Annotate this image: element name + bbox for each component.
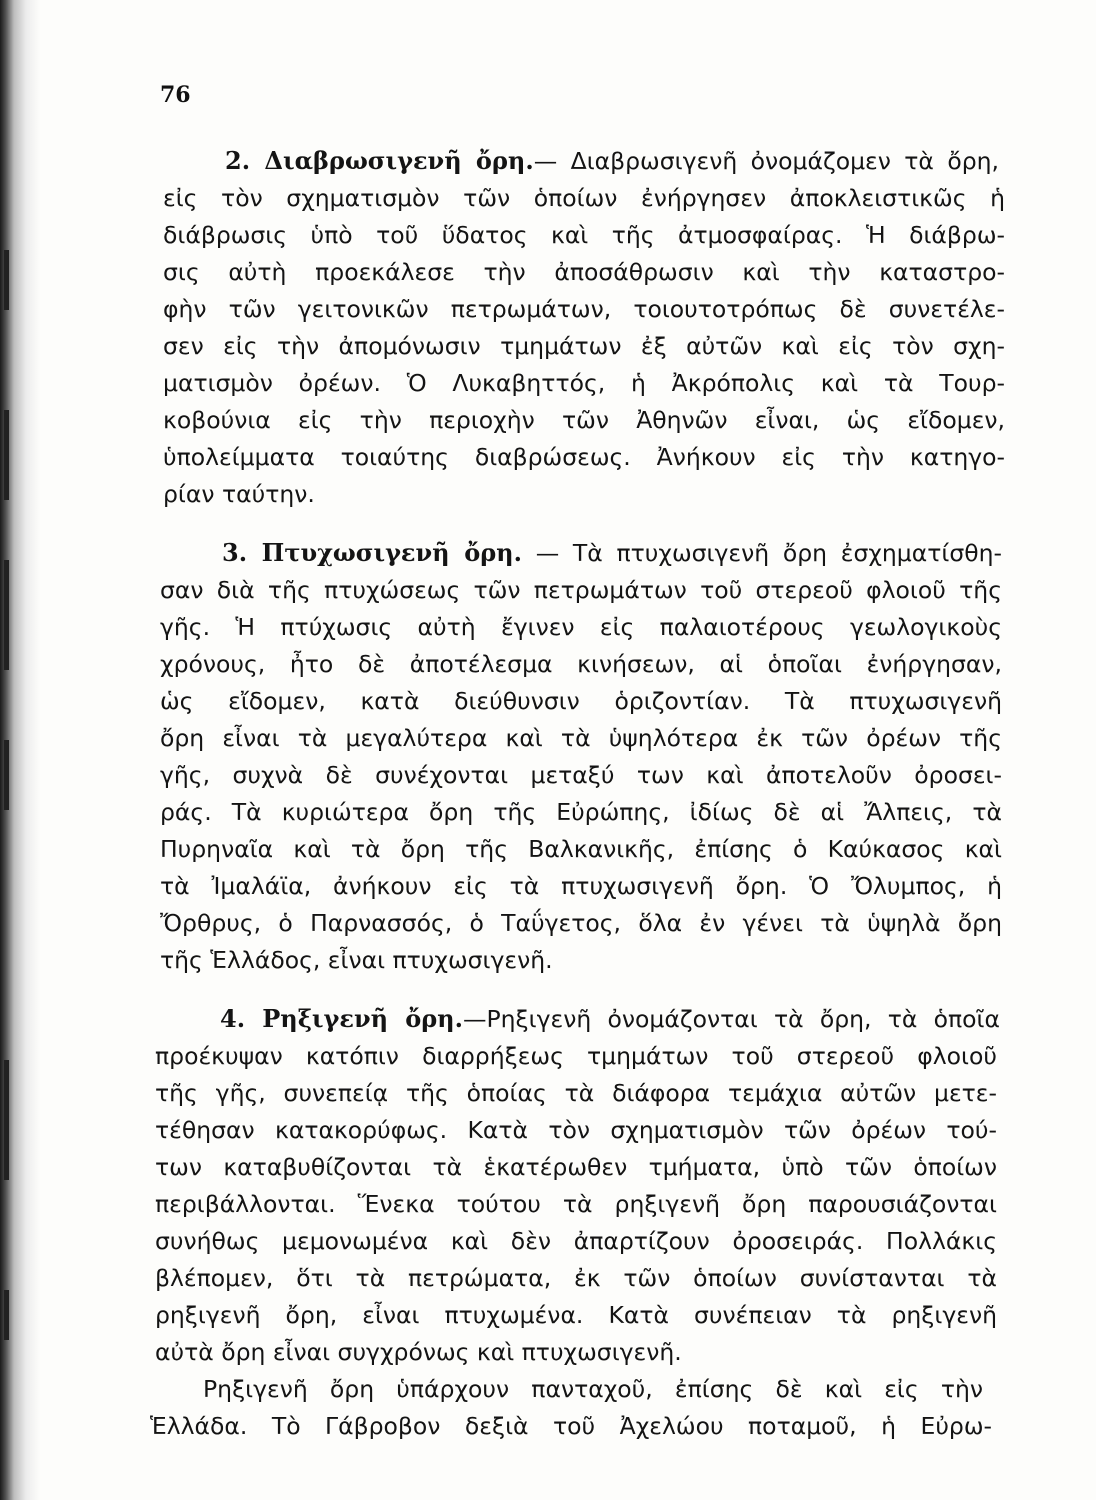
- section-2-line: [225, 146, 999, 176]
- line-text: — Τὰ πτυχωσιγενῆ ὄρη ἐσχηματίσθη-: [521, 539, 1002, 567]
- section-3-line: ὡς εἴδομεν, κατὰ διεύθυνσιν ὁριζοντίαν. Τὰ πτυχωσιγενῆ: [160, 687, 1002, 715]
- binding-shadow-mark: [4, 560, 9, 670]
- section-heading: 4. Ρηξιγενῆ ὄρη.: [220, 1004, 463, 1033]
- binding-shadow-mark: [4, 1290, 9, 1340]
- section-2-line: εἰς τὸν σχηματισμὸν τῶν ὁποίων ἐνήργησεν ἀποκλειστικῶς ἡ: [163, 184, 1005, 212]
- section-4-line: τῆς γῆς, συνεπείᾳ τῆς ὁποίας τὰ διάφορα τεμάχια αὐτῶν μετε-: [155, 1079, 997, 1107]
- section-3-line: γῆς, συχνὰ δὲ συνέχονται μεταξύ των καὶ ἀποτελοῦν ὀροσει-: [160, 761, 1002, 789]
- section-4-line: των καταβυθίζονται τὰ ἑκατέρωθεν τμήματα, ὑπὸ τῶν ὁποίων: [155, 1153, 997, 1181]
- section-3-line: ὄρη εἶναι τὰ μεγαλύτερα καὶ τὰ ὑψηλότερα ἐκ τῶν ὀρέων τῆς: [160, 724, 1002, 752]
- section-3-line: γῆς. Ἡ πτύχωσις αὐτὴ ἔγινεν εἰς παλαιοτέρους γεωλογικοὺς: [160, 613, 1002, 641]
- section-2-line: ρίαν ταύτην.: [163, 480, 315, 508]
- section-4-line: προέκυψαν κατόπιν διαρρήξεως τμημάτων τοῦ στερεοῦ φλοιοῦ: [155, 1042, 997, 1070]
- page-number: 76: [160, 82, 191, 108]
- section-3-line: σαν διὰ τῆς πτυχώσεως τῶν πετρωμάτων τοῦ στερεοῦ φλοιοῦ τῆς: [160, 576, 1002, 604]
- section-heading: 3. Πτυχωσιγενῆ ὄρη.: [222, 538, 522, 567]
- line-text: — Διαβρωσιγενῆ ὀνομάζομεν τὰ ὄρη,: [533, 147, 999, 175]
- section-heading: 2. Διαβρωσιγενῆ ὄρη.: [225, 146, 534, 175]
- binding-shadow-mark: [4, 740, 9, 810]
- paragraph-line: Ρηξιγενῆ ὄρη ὑπάρχουν πανταχοῦ, ἐπίσης δὲ καὶ εἰς τὴν: [203, 1375, 983, 1403]
- section-3-line: τῆς Ἑλλάδος, εἶναι πτυχωσιγενῆ.: [160, 946, 553, 974]
- section-2-line: ὑπολείμματα τοιαύτης διαβρώσεως. Ἀνήκουν εἰς τὴν κατηγο-: [163, 443, 1005, 471]
- section-2-line: ματισμὸν ὀρέων. Ὁ Λυκαβηττός, ἡ Ἀκρόπολις καὶ τὰ Τουρ-: [163, 369, 1005, 397]
- section-2-line: φὴν τῶν γειτονικῶν πετρωμάτων, τοιουτοτρόπως δὲ συνετέλε-: [163, 295, 1005, 323]
- section-3-line: Ὄρθρυς, ὁ Παρνασσός, ὁ Ταΰγετος, ὅλα ἐν γένει τὰ ὑψηλὰ ὄρη: [160, 909, 1002, 937]
- section-3-line: Πυρηναῖα καὶ τὰ ὄρη τῆς Βαλκανικῆς, ἐπίσης ὁ Καύκασος καὶ: [160, 835, 1002, 863]
- section-4-line: βλέπομεν, ὅτι τὰ πετρώματα, ἐκ τῶν ὁποίων συνίστανται τὰ: [155, 1264, 997, 1292]
- section-4-line: αὐτὰ ὄρη εἶναι συγχρόνως καὶ πτυχωσιγενῆ.: [155, 1338, 682, 1366]
- binding-shadow-mark: [4, 410, 9, 500]
- section-3-line: ράς. Τὰ κυριώτερα ὄρη τῆς Εὐρώπης, ἰδίως δὲ αἱ Ἄλπεις, τὰ: [160, 798, 1002, 826]
- section-4-line: τέθησαν κατακορύφως. Κατὰ τὸν σχηματισμὸν τῶν ὀρέων τού-: [155, 1116, 997, 1144]
- section-2-line: σεν εἰς τὴν ἀπομόνωσιν τμημάτων ἐξ αὐτῶν καὶ εἰς τὸν σχη-: [163, 332, 1005, 360]
- paragraph-line: Ἑλλάδα. Τὸ Γάβροβον δεξιὰ τοῦ Ἀχελώου ποταμοῦ, ἡ Εὐρω-: [150, 1412, 992, 1440]
- section-2-line: κοβούνια εἰς τὴν περιοχὴν τῶν Ἀθηνῶν εἶναι, ὡς εἴδομεν,: [163, 406, 1005, 434]
- section-3-line: [222, 538, 1002, 568]
- binding-shadow-mark: [4, 250, 9, 310]
- section-4-line: [220, 1004, 1000, 1034]
- book-binding-edge: [0, 0, 40, 1500]
- section-4-line: ρηξιγενῆ ὄρη, εἶναι πτυχωμένα. Κατὰ συνέπειαν τὰ ρηξιγενῆ: [155, 1301, 997, 1329]
- section-2-line: σις αὐτὴ προεκάλεσε τὴν ἀποσάθρωσιν καὶ τὴν καταστρο-: [163, 258, 1005, 286]
- line-text: —Ρηξιγενῆ ὀνομάζονται τὰ ὄρη, τὰ ὁποῖα: [462, 1005, 1000, 1033]
- section-2-line: διάβρωσις ὑπὸ τοῦ ὕδατος καὶ τῆς ἀτμοσφαίρας. Ἡ διάβρω-: [163, 221, 1005, 249]
- binding-shadow-mark: [4, 1060, 9, 1180]
- section-3-line: χρόνους, ἦτο δὲ ἀποτέλεσμα κινήσεων, αἱ ὁποῖαι ἐνήργησαν,: [160, 650, 1002, 678]
- section-4-line: περιβάλλονται. Ἕνεκα τούτου τὰ ρηξιγενῆ ὄρη παρουσιάζονται: [155, 1190, 997, 1218]
- section-3-line: τὰ Ἰμαλάϊα, ἀνήκουν εἰς τὰ πτυχωσιγενῆ ὄρη. Ὁ Ὄλυμπος, ἡ: [160, 872, 1002, 900]
- section-4-line: συνήθως μεμονωμένα καὶ δὲν ἀπαρτίζουν ὀροσειράς. Πολλάκις: [155, 1227, 997, 1255]
